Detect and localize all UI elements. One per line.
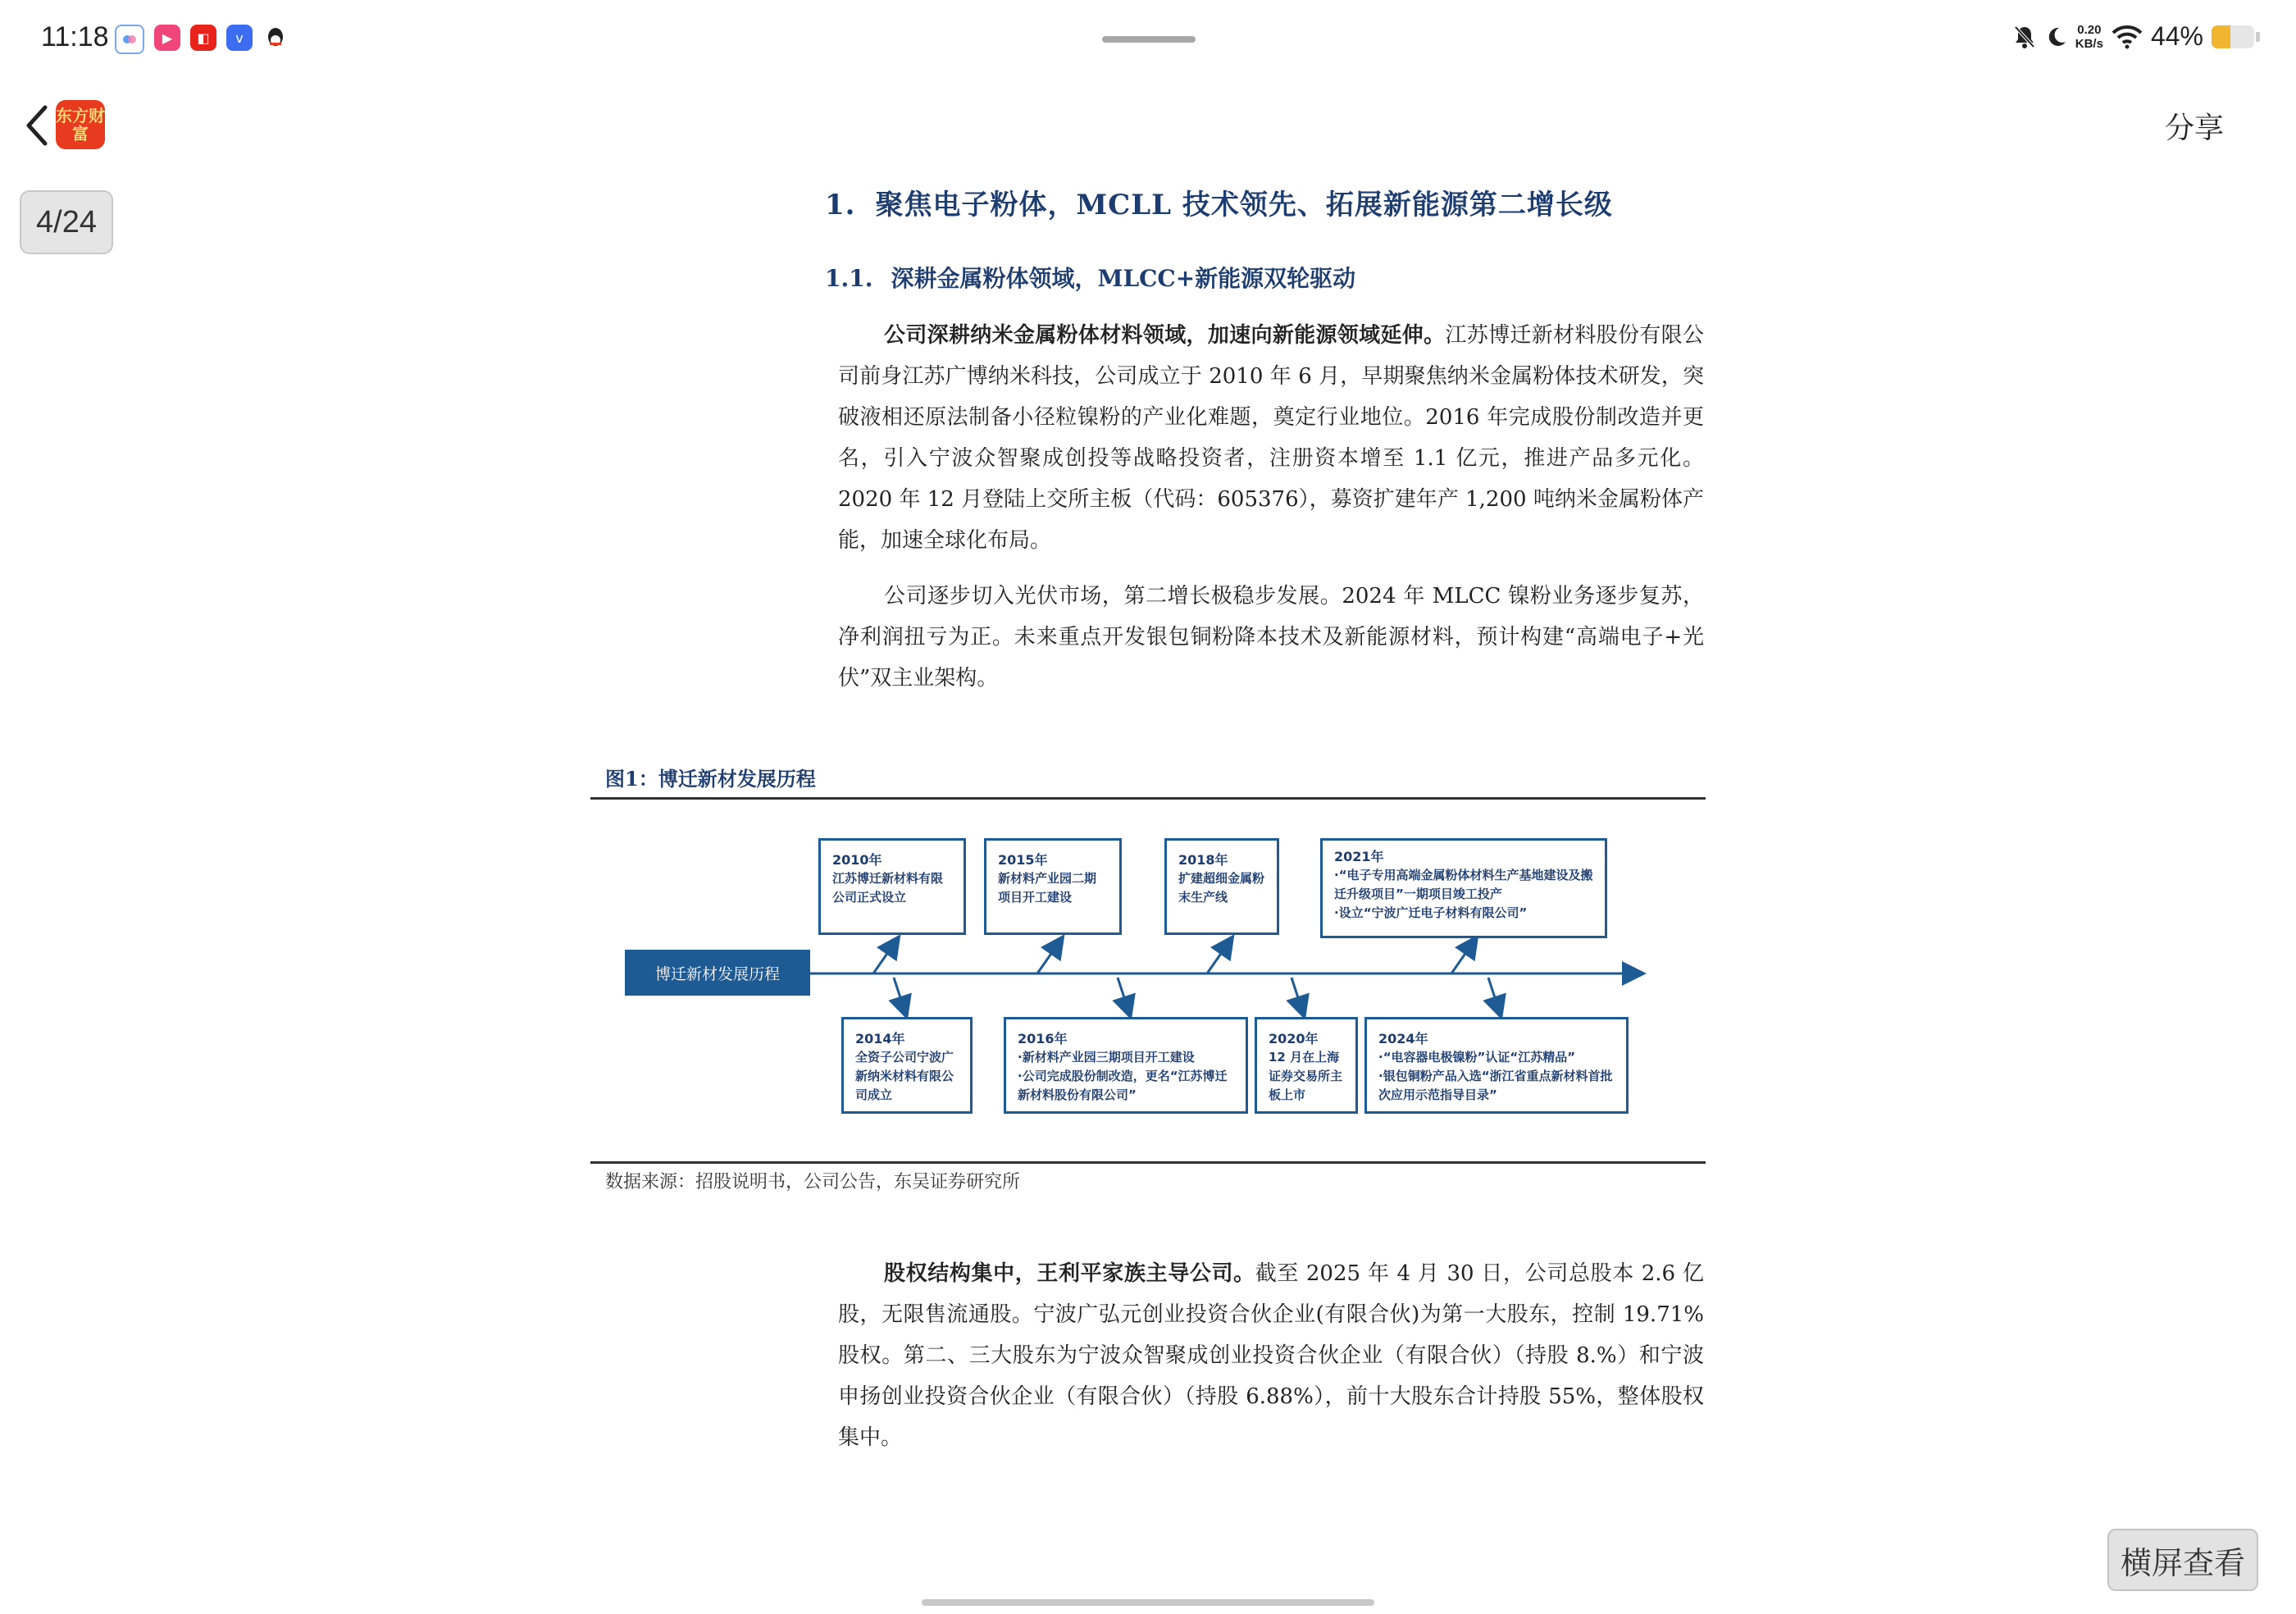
battery-tip xyxy=(2256,32,2260,42)
event-year: 2024年 xyxy=(1378,1031,1428,1046)
figure-top-rule xyxy=(590,797,1706,800)
development-timeline xyxy=(623,838,1656,1117)
paragraph-lead: 股权结构集中，王利平家族主导公司。 xyxy=(884,1261,1255,1286)
store-app-icon: ◧ xyxy=(190,25,216,51)
moon-icon xyxy=(2044,25,2067,49)
event-text: ·“电子专用高端金属粉体材料生产基地建设及搬迁升级项目”一期项目竣工投产 ·设立“宁波广迁电子材料有限公司” xyxy=(1334,868,1593,920)
event-year: 2015年 xyxy=(998,852,1048,868)
connector-2015 xyxy=(1037,938,1062,973)
figure-source: 数据来源：招股说明书，公司公告，东吴证券研究所 xyxy=(605,1172,1021,1192)
paragraph-shareholding xyxy=(838,1253,1704,1458)
event-2010 xyxy=(818,838,966,935)
event-2015 xyxy=(984,838,1122,935)
event-2020 xyxy=(1255,1017,1358,1114)
event-2014 xyxy=(841,1017,973,1114)
weather-app-icon xyxy=(115,25,144,54)
event-text: 江苏博迁新材料有限公司正式设立 xyxy=(832,871,944,905)
figure-bottom-rule xyxy=(590,1161,1706,1164)
battery-icon xyxy=(2212,25,2254,48)
chevron-left-icon xyxy=(22,103,52,148)
subsection-title: 深耕金属粉体领域，MLCC+新能源双轮驱动 xyxy=(891,265,1356,292)
section-number: 1. xyxy=(825,189,856,221)
battery-fill xyxy=(2212,25,2230,48)
connector-2014 xyxy=(894,978,906,1015)
net-speed-value: 0.20 xyxy=(2077,22,2102,37)
event-text: 12 月在上海证券交易所主板上市 xyxy=(1269,1050,1343,1102)
event-text: 扩建超细金属粉末生产线 xyxy=(1178,871,1265,905)
video-app-icon: ▶ xyxy=(154,25,180,51)
event-2021 xyxy=(1320,838,1607,938)
connector-2016 xyxy=(1118,978,1130,1015)
landscape-view-button[interactable]: 横屏查看 xyxy=(2107,1529,2258,1591)
status-app-icons xyxy=(115,25,289,54)
multiwindow-handle[interactable] xyxy=(1102,36,1196,43)
connector-2018 xyxy=(1207,938,1232,973)
event-2016 xyxy=(1004,1017,1248,1114)
paragraph-pv-growth xyxy=(838,576,1704,699)
timeline-title: 博迁新材发展历程 xyxy=(625,950,810,996)
figure-caption: 图1：博迁新材发展历程 xyxy=(605,767,816,791)
battery-percent: 44% xyxy=(2150,21,2203,51)
connector-2021 xyxy=(1451,938,1476,973)
status-bar xyxy=(0,0,2296,79)
paragraph-body: 公司逐步切入光伏市场，第二增长极稳步发展。2024 年 MLCC 镍粉业务逐步复苏，净利润扭亏为正。未来重点开发银包铜粉降本技术及新能源材料，预计构建“高端电子+光伏”双主业架构。 xyxy=(838,584,1704,691)
event-text: ·“电容器电极镍粉”认证“江苏精品” ·银包铜粉产品入选“浙江省重点新材料首批次应用示范指导目录” xyxy=(1378,1050,1613,1102)
event-year: 2021年 xyxy=(1334,849,1384,864)
qq-app-icon xyxy=(262,25,289,51)
event-text: 新材料产业园二期项目开工建设 xyxy=(998,871,1097,905)
status-indicators xyxy=(2013,21,2260,52)
home-indicator[interactable] xyxy=(922,1599,1374,1606)
event-year: 2016年 xyxy=(1018,1031,1068,1046)
page-indicator: 4/24 xyxy=(20,190,113,254)
app-logo: 东方财富 xyxy=(56,100,105,149)
net-speed-unit: KB/s xyxy=(2075,36,2103,51)
paragraph-body: 截至 2025 年 4 月 30 日，公司总股本 2.6 亿股，无限售流通股。宁波广弘元创业投资合伙企业(有限合伙)为第一大股东，控制 19.71%股权。第二、三大股东为宁波众智聚成创业投资合伙企业（有限合伙）（持股 8.%）和宁波申扬创业投资合伙企业（有限合伙）（持股 6.88%），前十大股东合计持股 55%，整体股权集中。 xyxy=(838,1261,1704,1450)
event-2024 xyxy=(1364,1017,1629,1114)
event-text: 全资子公司宁波广新纳米材料有限公司成立 xyxy=(855,1050,954,1102)
connector-2024 xyxy=(1488,978,1501,1015)
event-2018 xyxy=(1164,838,1279,935)
paragraph-body: 江苏博迁新材料股份有限公司前身江苏广博纳米科技，公司成立于 2010 年 6 月，早期聚焦纳米金属粉体技术研发，突破液相还原法制备小径粒镍粉的产业化难题，奠定行业地位。2016 年完成股份制改造并更名，引入宁波众智聚成创投等战略投资者，注册资本增至 1.1 亿元，推进产品多元化。2020 年 12 月登陆上交所主板（代码：605376），募资扩建年产 1,200 吨纳米金属粉体产能，加速全球化布局。 xyxy=(838,323,1704,553)
event-text: ·新材料产业园三期项目开工建设 ·公司完成股份制改造，更名“江苏博迁新材料股份有限公司” xyxy=(1018,1050,1228,1102)
paragraph-company-history xyxy=(838,315,1704,561)
subsection-heading xyxy=(825,261,1355,294)
section-title: 聚焦电子粉体，MCLL 技术领先、拓展新能源第二增长级 xyxy=(875,189,1613,221)
back-button[interactable] xyxy=(15,97,59,154)
connector-2020 xyxy=(1292,978,1304,1015)
paragraph-lead: 公司深耕纳米金属粉体材料领域，加速向新能源领域延伸。 xyxy=(884,323,1446,348)
net-speed xyxy=(2075,23,2103,51)
event-year: 2018年 xyxy=(1178,852,1228,868)
vivo-app-icon: v xyxy=(226,25,253,51)
section-heading xyxy=(825,182,1613,222)
event-year: 2010年 xyxy=(832,852,882,868)
connector-2010 xyxy=(873,938,898,973)
event-year: 2014年 xyxy=(855,1031,905,1046)
share-button[interactable]: 分享 xyxy=(2164,112,2224,145)
mute-bell-icon xyxy=(2013,25,2036,49)
event-year: 2020年 xyxy=(1269,1031,1319,1046)
subsection-number: 1.1. xyxy=(825,265,873,292)
wifi-icon xyxy=(2112,25,2143,49)
status-time: 11:18 xyxy=(41,21,109,52)
